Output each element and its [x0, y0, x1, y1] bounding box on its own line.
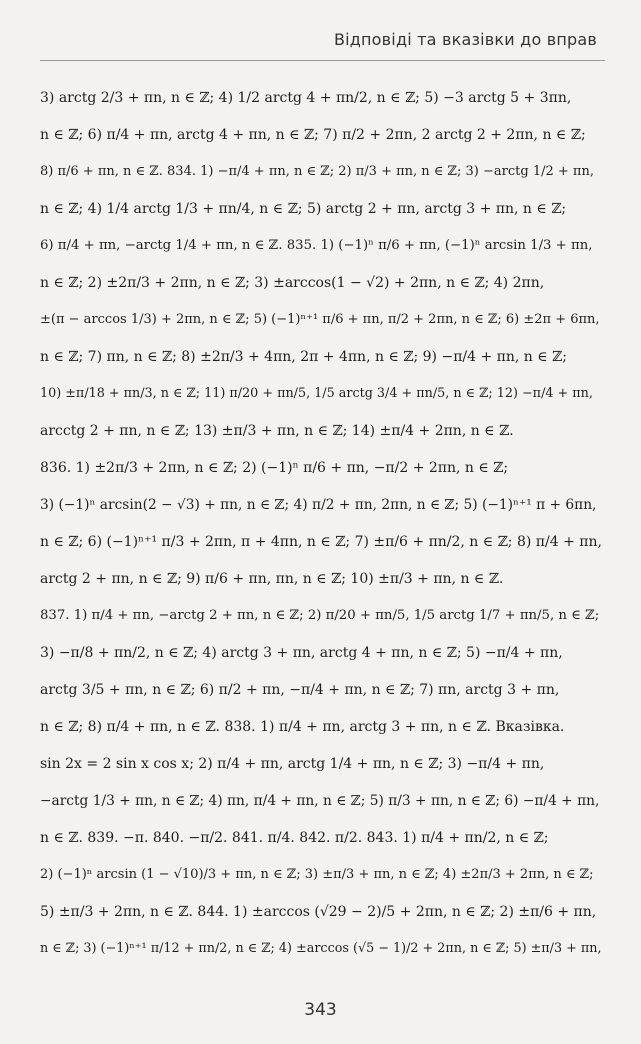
text-line: 3) arctg 2/3 + πn, n ∈ ℤ; 4) 1/2 arctg 4 + πn/2, n ∈ ℤ; 5) −3 arctg 5 + 3πn,	[40, 90, 572, 106]
text-line: arcctg 2 + πn, n ∈ ℤ; 13) ±π/3 + πn, n ∈ ℤ; 14) ±π/4 + 2πn, n ∈ ℤ.	[40, 423, 514, 439]
text-line: 10) ±π/18 + πn/3, n ∈ ℤ; 11) π/20 + πn/5, 1/5 arctg 3/4 + πn/5, n ∈ ℤ; 12) −π/4 + πn,	[40, 386, 593, 401]
text-line: n ∈ ℤ; 3) (−1)ⁿ⁺¹ π/12 + πn/2, n ∈ ℤ; 4) ±arccos (√5 − 1)/2 + 2πn, n ∈ ℤ; 5) ±π/3 + πn,	[40, 941, 602, 956]
text-line: n ∈ ℤ; 2) ±2π/3 + 2πn, n ∈ ℤ; 3) ±arccos(1 − √2) + 2πn, n ∈ ℤ; 4) 2πn,	[40, 275, 545, 291]
header-divider	[40, 60, 605, 61]
text-line: 836. 1) ±2π/3 + 2πn, n ∈ ℤ; 2) (−1)ⁿ π/6 + πn, −π/2 + 2πn, n ∈ ℤ;	[40, 460, 509, 476]
header-title: Відповіді та вказівки до вправ	[333, 30, 597, 49]
text-line: 2) (−1)ⁿ arcsin (1 − √10)/3 + πn, n ∈ ℤ; 3) ±π/3 + πn, n ∈ ℤ; 4) ±2π/3 + 2πn, n ∈ ℤ;	[40, 867, 594, 882]
text-line: 5) ±π/3 + 2πn, n ∈ ℤ. 844. 1) ±arccos (√29 − 2)/5 + 2πn, n ∈ ℤ; 2) ±π/6 + πn,	[40, 904, 597, 920]
page-header	[0, 22, 641, 62]
text-line: arctg 2 + πn, n ∈ ℤ; 9) π/6 + πn, πn, n ∈ ℤ; 10) ±π/3 + πn, n ∈ ℤ.	[40, 571, 504, 587]
text-line: n ∈ ℤ. 839. −π. 840. −π/2. 841. π/4. 842. π/2. 843. 1) π/4 + πn/2, n ∈ ℤ;	[40, 830, 549, 846]
text-line: 6) π/4 + πn, −arctg 1/4 + πn, n ∈ ℤ. 835. 1) (−1)ⁿ π/6 + πn, (−1)ⁿ arcsin 1/3 + πn,	[40, 238, 593, 253]
text-line: −arctg 1/3 + πn, n ∈ ℤ; 4) πn, π/4 + πn, n ∈ ℤ; 5) π/3 + πn, n ∈ ℤ; 6) −π/4 + πn,	[40, 793, 600, 809]
answers-text	[40, 80, 602, 980]
text-line: 837. 1) π/4 + πn, −arctg 2 + πn, n ∈ ℤ; 2) π/20 + πn/5, 1/5 arctg 1/7 + πn/5, n ∈ ℤ;	[40, 608, 600, 623]
text-line: ±(π − arccos 1/3) + 2πn, n ∈ ℤ; 5) (−1)ⁿ⁺¹ π/6 + πn, π/2 + 2πn, n ∈ ℤ; 6) ±2π + 6πn,	[40, 312, 600, 327]
text-line: n ∈ ℤ; 7) πn, n ∈ ℤ; 8) ±2π/3 + 4πn, 2π + 4πn, n ∈ ℤ; 9) −π/4 + πn, n ∈ ℤ;	[40, 349, 567, 365]
page-number: 343	[304, 1000, 337, 1020]
text-line: n ∈ ℤ; 8) π/4 + πn, n ∈ ℤ. 838. 1) π/4 + πn, arctg 3 + πn, n ∈ ℤ. Вказівка.	[40, 719, 565, 735]
text-line: n ∈ ℤ; 6) π/4 + πn, arctg 4 + πn, n ∈ ℤ; 7) π/2 + 2πn, 2 arctg 2 + 2πn, n ∈ ℤ;	[40, 127, 586, 143]
text-line: 3) (−1)ⁿ arcsin(2 − √3) + πn, n ∈ ℤ; 4) π/2 + πn, 2πn, n ∈ ℤ; 5) (−1)ⁿ⁺¹ π + 6πn,	[40, 497, 597, 513]
text-line: sin 2x = 2 sin x cos x; 2) π/4 + πn, arctg 1/4 + πn, n ∈ ℤ; 3) −π/4 + πn,	[40, 756, 545, 772]
text-line: n ∈ ℤ; 4) 1/4 arctg 1/3 + πn/4, n ∈ ℤ; 5) arctg 2 + πn, arctg 3 + πn, n ∈ ℤ;	[40, 201, 567, 217]
text-line: n ∈ ℤ; 6) (−1)ⁿ⁺¹ π/3 + 2πn, π + 4πn, n ∈ ℤ; 7) ±π/6 + πn/2, n ∈ ℤ; 8) π/4 + πn,	[40, 534, 602, 550]
text-line: 3) −π/8 + πn/2, n ∈ ℤ; 4) arctg 3 + πn, arctg 4 + πn, n ∈ ℤ; 5) −π/4 + πn,	[40, 645, 563, 661]
text-line: 8) π/6 + πn, n ∈ ℤ. 834. 1) −π/4 + πn, n ∈ ℤ; 2) π/3 + πn, n ∈ ℤ; 3) −arctg 1/2 + πn,	[40, 164, 594, 179]
text-line: arctg 3/5 + πn, n ∈ ℤ; 6) π/2 + πn, −π/4 + πn, n ∈ ℤ; 7) πn, arctg 3 + πn,	[40, 682, 560, 698]
